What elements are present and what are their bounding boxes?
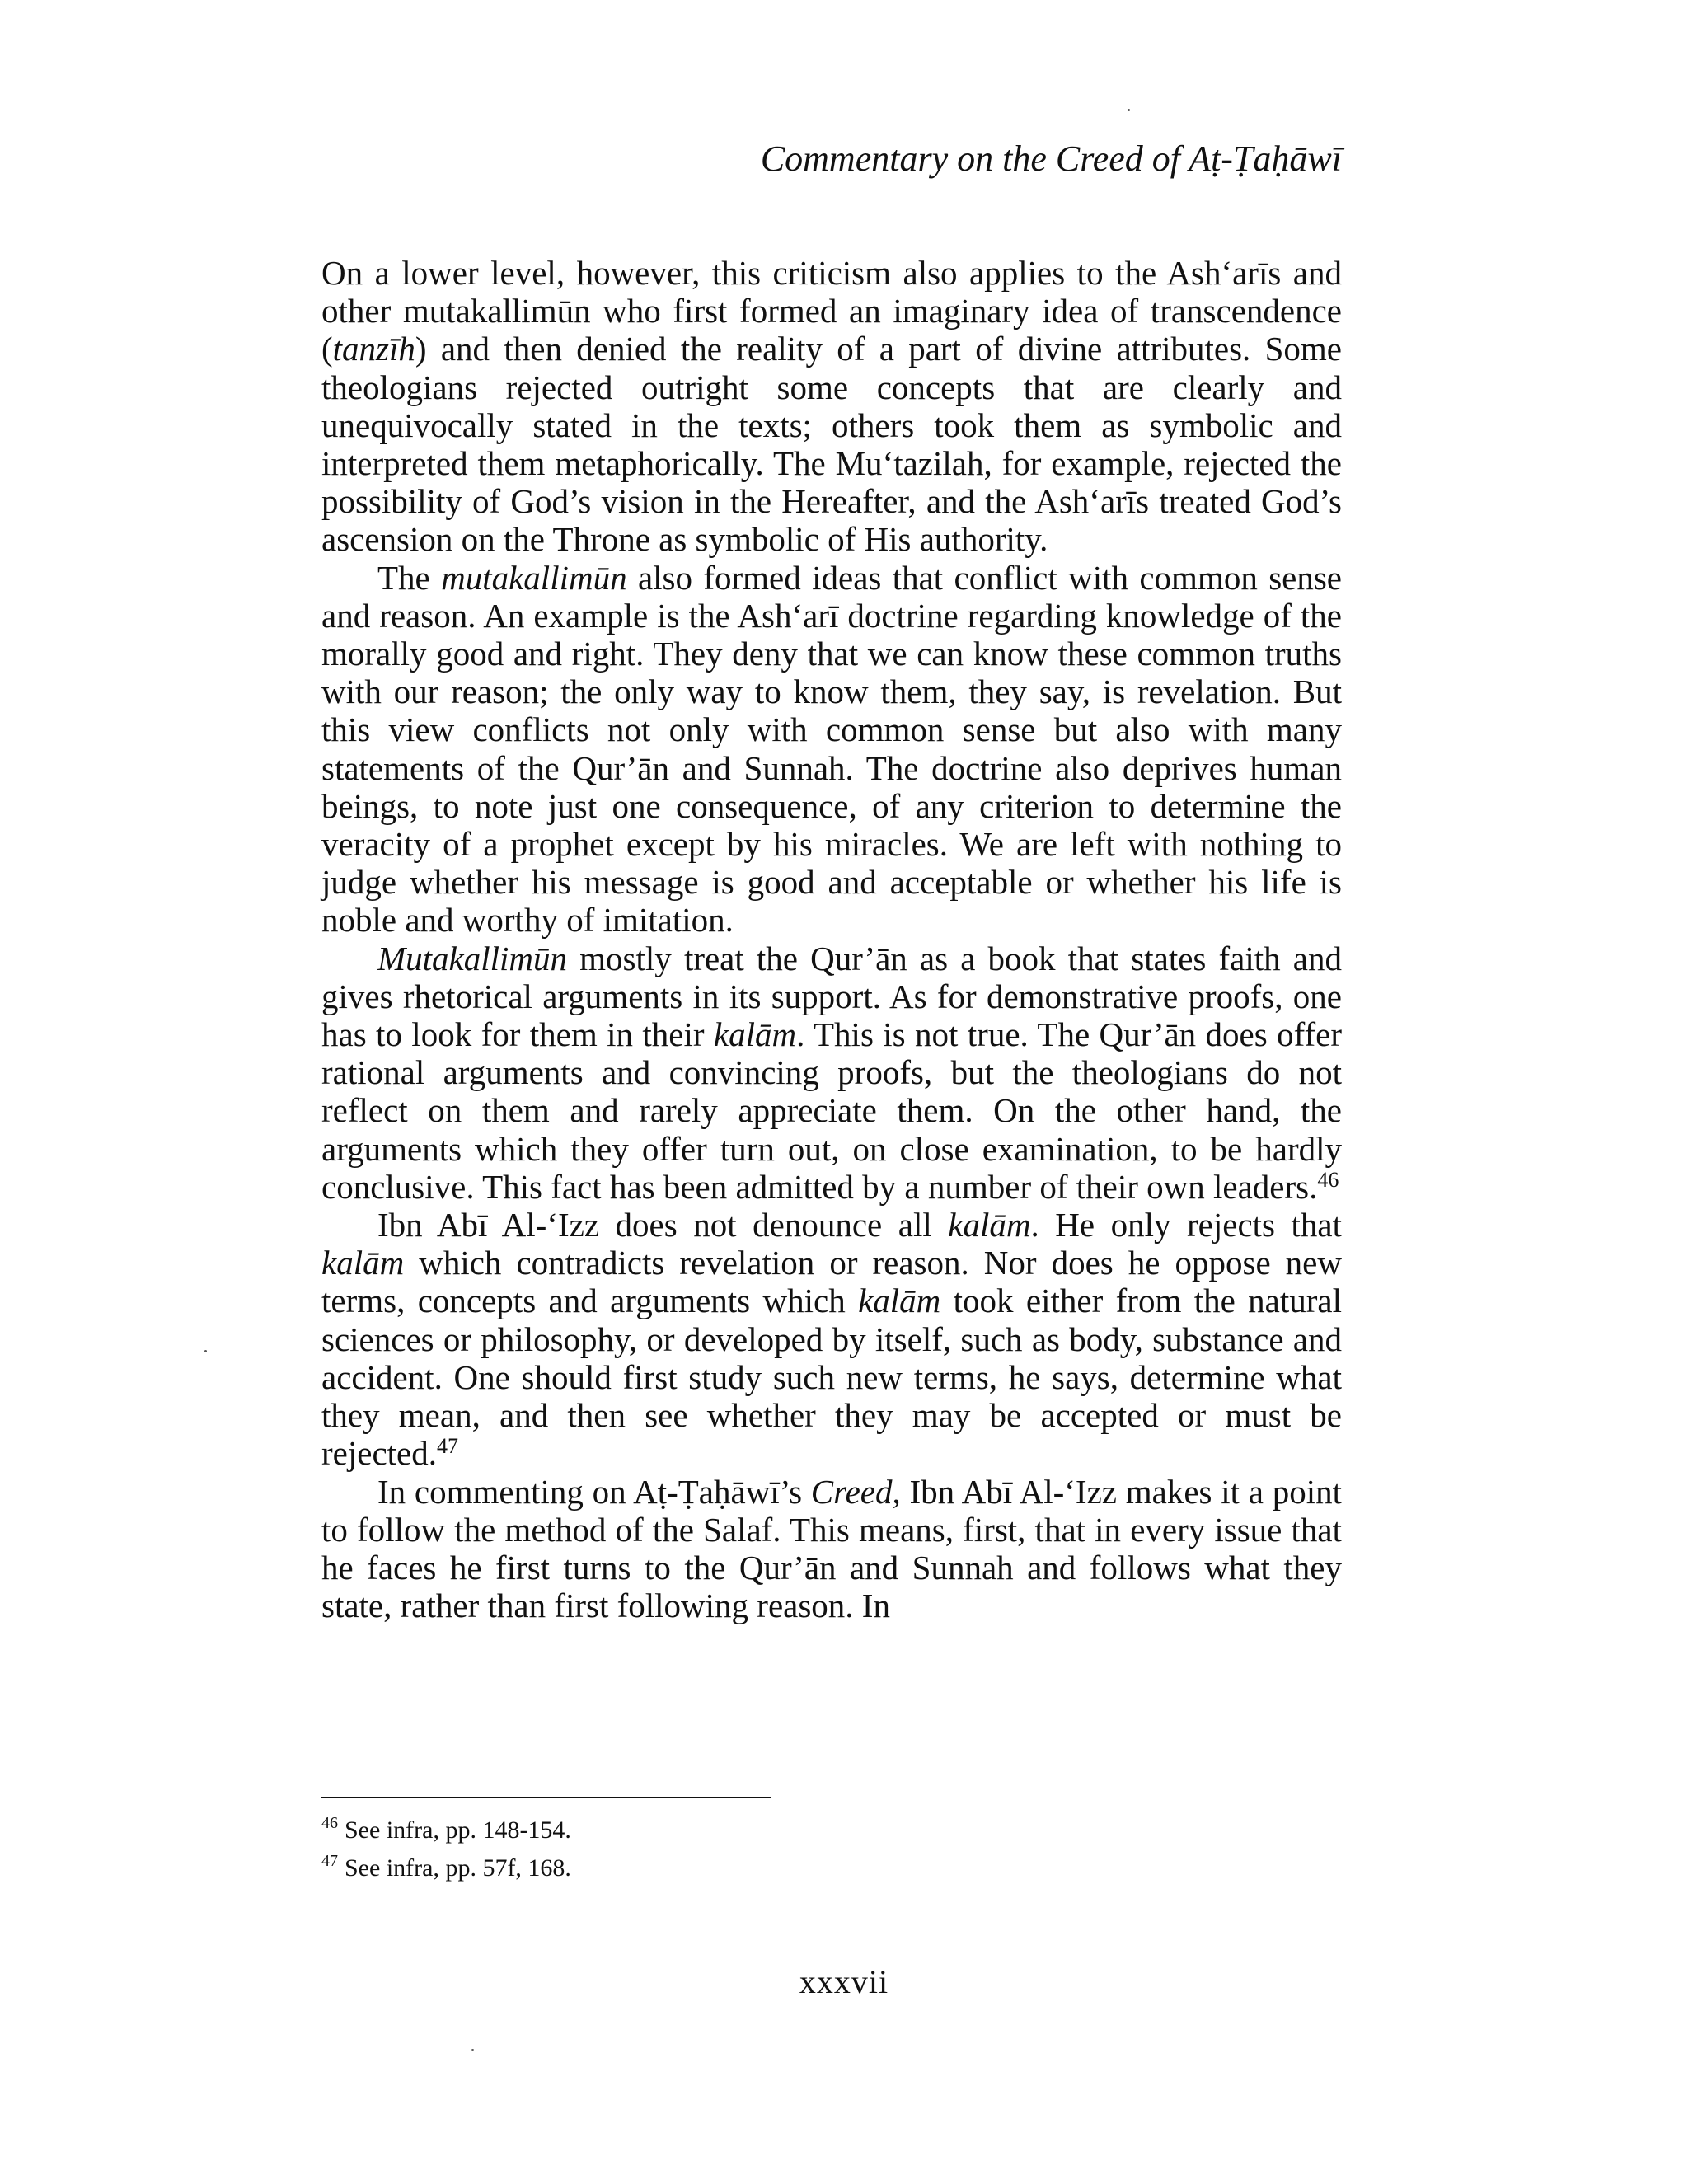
footnote-number: 47 bbox=[321, 1852, 338, 1870]
scan-speck bbox=[204, 1350, 207, 1352]
text-run: which contradicts revelation or reason. Nor does he oppose new terms, concepts and arguments which bbox=[321, 1244, 1342, 1320]
footnote bbox=[321, 1811, 1342, 1849]
page-number: xxxvii bbox=[799, 1963, 889, 2000]
text-run: mostly treat the Qur’ān as a book that states faith and gives rhetorical arguments in its support. As for demonstrative proofs, one has to look for them in their bbox=[321, 939, 1342, 1054]
footnote-text: See infra, pp. 57f, 168. bbox=[345, 1854, 571, 1882]
italic-term: kalām bbox=[948, 1206, 1031, 1244]
running-head: Commentary on the Creed of Aṭ-Ṭaḥāwī bbox=[760, 138, 1342, 179]
body-paragraph bbox=[321, 1206, 1342, 1472]
text-run: , Ibn Abī Al-‘Izz makes it a point to follow the method of the Salaf. This means, first, that in every issue that he faces he first turns to the Qur’ān and Sunnah and follows what they state, rather than first following reason. In bbox=[321, 1472, 1342, 1625]
text-run: In commenting on Aṭ-Ṭaḥāwī’s bbox=[377, 1472, 811, 1511]
body-paragraph bbox=[321, 559, 1342, 940]
body-text bbox=[321, 254, 1342, 1624]
italic-term: Creed bbox=[810, 1472, 893, 1511]
italic-term: kalām bbox=[858, 1282, 941, 1320]
text-run: . He only rejects that bbox=[1030, 1206, 1342, 1244]
text-run: ) and then denied the reality of a part of divine attributes. Some theologians rejected outright some concepts that are clearly and unequivocally stated in the texts; others took them as symbolic and interpreted them metaphorically. The Mu‘tazilah, for example, rejected the possibility of God’s vision in the Hereafter, and the Ash‘arīs treated God’s ascension on the Throne as symbolic of His authority. bbox=[321, 330, 1342, 559]
text-run: Ibn Abī Al-‘Izz does not denounce all bbox=[377, 1206, 949, 1244]
italic-term: tanzīh bbox=[332, 330, 415, 368]
body-paragraph bbox=[321, 940, 1342, 1206]
italic-term: kalām bbox=[713, 1015, 797, 1054]
footnote-reference: 46 bbox=[1317, 1167, 1339, 1192]
scan-speck bbox=[1128, 109, 1130, 111]
body-paragraph bbox=[321, 254, 1342, 559]
footnote-reference: 47 bbox=[436, 1434, 458, 1459]
text-run: also formed ideas that conflict with common sense and reason. An example is the Ash‘arī doctrine regarding knowledge of the morally good and right. They deny that we can know these common truths with our reason; the only way to know them, they say, is revelation. But this view conflicts not only with common sense but also with many statements of the Qur’ān and Sunnah. The doctrine also deprives human beings, to note just one consequence, of any criterion to determine the veracity of a prophet except by his miracles. We are left with nothing to judge whether his message is good and acceptable or whether his life is noble and worthy of imitation. bbox=[321, 558, 1343, 940]
italic-term: Mutakallimūn bbox=[377, 939, 568, 977]
footnote bbox=[321, 1849, 1342, 1887]
footnotes bbox=[321, 1811, 1342, 1887]
text-run: The bbox=[377, 558, 442, 597]
scan-speck bbox=[471, 2049, 474, 2051]
italic-term: mutakallimūn bbox=[441, 558, 627, 597]
text-run: On a lower level, however, this criticism also applies to the Ash‘arīs and other mutakallimūn who first formed an imaginary idea of transcendence ( bbox=[321, 254, 1342, 368]
footnote-separator bbox=[321, 1797, 771, 1798]
italic-term: kalām bbox=[321, 1244, 405, 1282]
text-run: . This is not true. The Qur’ān does offer rational arguments and convincing proofs, but the theologians do not reflect on them and rarely appreciate them. On the other hand, the arguments which they offer turn out, on close examination, to be hardly conclusive. This fact has been admitted by a number of their own leaders. bbox=[321, 1015, 1343, 1206]
text-run: took either from the natural sciences or philosophy, or developed by itself, such as body, substance and accident. One should first study such new terms, he says, determine what they mean, and then see whether they may be accepted or must be rejected. bbox=[321, 1282, 1342, 1473]
body-paragraph bbox=[321, 1473, 1342, 1625]
footnote-text: See infra, pp. 148-154. bbox=[345, 1816, 571, 1844]
footnote-number: 46 bbox=[321, 1814, 338, 1832]
